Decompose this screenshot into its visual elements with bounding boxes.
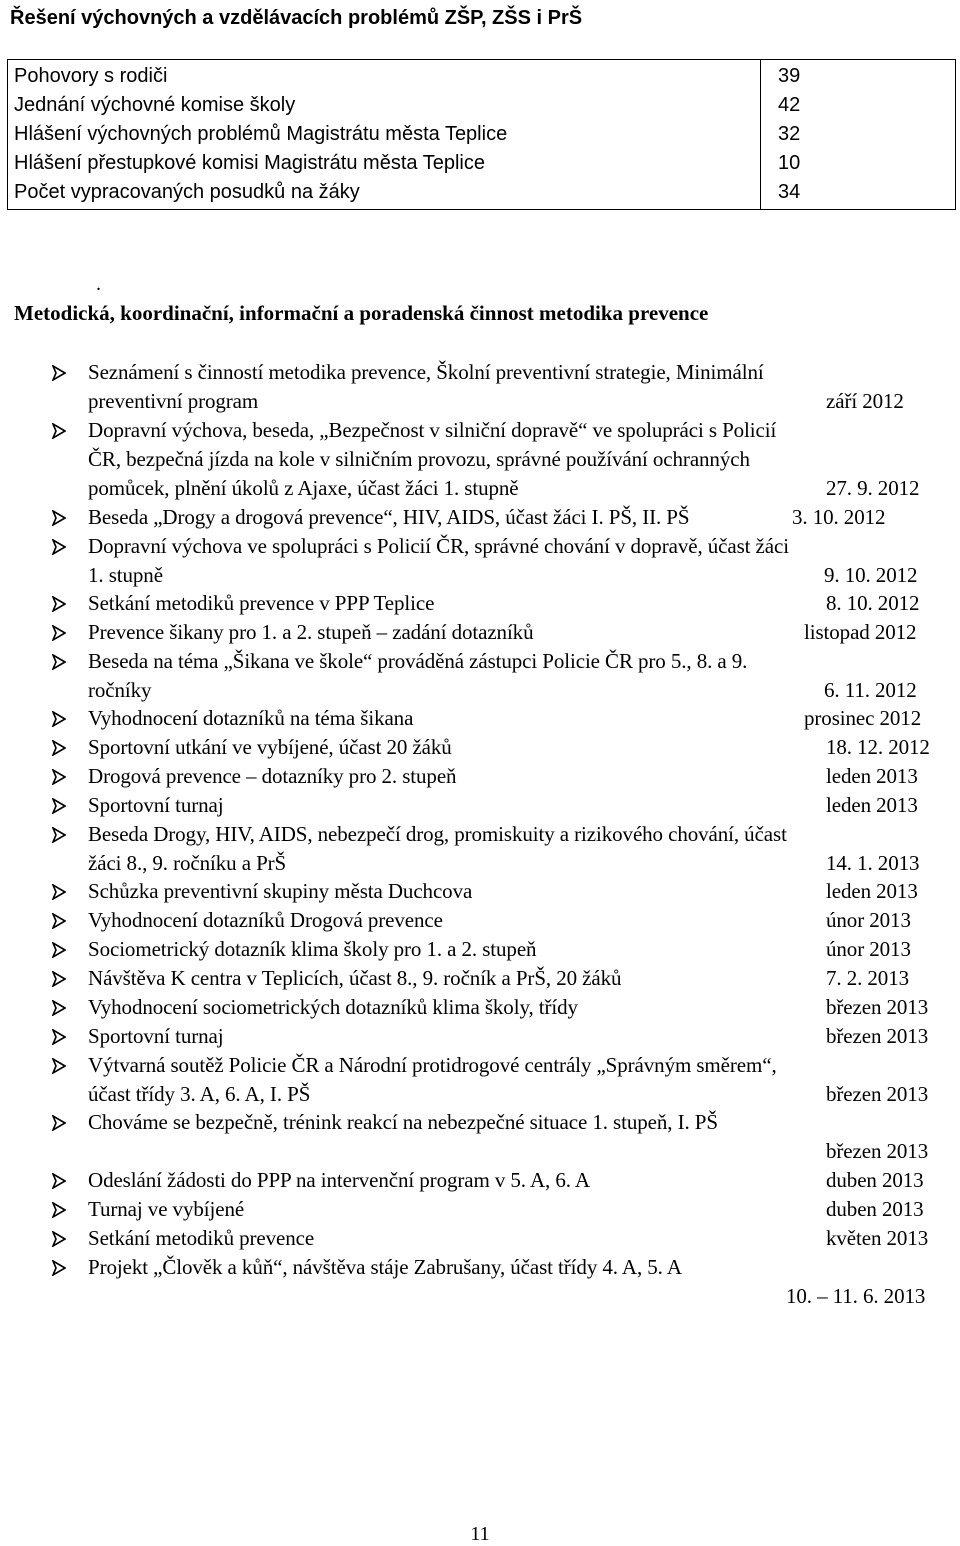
activity-date: září 2012 <box>826 389 904 413</box>
activity-text: pomůcek, plnění úkolů z Ajaxe, účast žáci 1. stupně <box>88 476 519 500</box>
activity-date: únor 2013 <box>826 937 911 961</box>
activity-text: Beseda na téma „Šikana ve škole“ prováděná zástupci Policie ČR pro 5., 8. a 9. <box>88 649 748 673</box>
table-cell-label: Pohovory s rodiči <box>8 60 761 92</box>
activity-text: Projekt „Člověk a kůň“, návštěva stáje Zabrušany, účast třídy 4. A, 5. A <box>88 1255 682 1279</box>
section-title: Metodická, koordinační, informační a poradenská činnost metodika prevence <box>14 301 709 325</box>
activity-text: Prevence šikany pro 1. a 2. stupeň – zadání dotazníků <box>88 620 534 644</box>
arrowhead-bullet-icon <box>52 423 66 439</box>
table-cell-value: 32 <box>778 123 801 145</box>
arrowhead-bullet-icon <box>52 1029 66 1045</box>
arrowhead-bullet-icon <box>52 769 66 785</box>
activity-text: účast třídy 3. A, 6. A, I. PŠ <box>88 1082 311 1106</box>
activity-date: leden 2013 <box>826 793 918 817</box>
activity-date: 7. 2. 2013 <box>826 966 910 990</box>
activity-date: únor 2013 <box>826 908 911 932</box>
table-cell-label: Hlášení výchovných problémů Magistrátu města Teplice <box>8 120 761 149</box>
activity-text: Sociometrický dotazník klima školy pro 1. a 2. stupeň <box>88 937 537 961</box>
activity-text: Výtvarná soutěž Policie ČR a Národní protidrogové centrály „Správným směrem“, <box>88 1053 777 1077</box>
activity-date: březen 2013 <box>826 1139 929 1163</box>
arrowhead-bullet-icon <box>52 740 66 756</box>
activity-text: Odeslání žádosti do PPP na intervenční program v 5. A, 6. A <box>88 1168 590 1192</box>
arrowhead-bullet-icon <box>52 365 66 381</box>
activity-text: Sportovní turnaj <box>88 793 224 817</box>
arrowhead-bullet-icon <box>52 1173 66 1189</box>
activity-text: 1. stupně <box>88 563 163 587</box>
page-heading: Řešení výchovných a vzdělávacích problémů ZŠP, ZŠS i PrŠ <box>10 7 583 29</box>
activity-text: Vyhodnocení dotazníků na téma šikana <box>88 706 414 730</box>
activity-date: listopad 2012 <box>804 620 917 644</box>
activity-text: Vyhodnocení sociometrických dotazníků klima školy, třídy <box>88 995 578 1019</box>
activity-date: 14. 1. 2013 <box>826 851 920 875</box>
activity-date: 3. 10. 2012 <box>792 505 886 529</box>
activity-text: Dopravní výchova, beseda, „Bezpečnost v silniční dopravě“ ve spolupráci s Policií <box>88 418 777 442</box>
table-cell-value: 34 <box>778 181 801 203</box>
arrowhead-bullet-icon <box>52 1000 66 1016</box>
stray-dot: . <box>96 273 101 295</box>
activity-date: 6. 11. 2012 <box>824 678 917 702</box>
activity-date: prosinec 2012 <box>804 706 922 730</box>
arrowhead-bullet-icon <box>52 942 66 958</box>
activity-date: 18. 12. 2012 <box>826 735 930 759</box>
arrowhead-bullet-icon <box>52 827 66 843</box>
activity-text: Návštěva K centra v Teplicích, účast 8., 9. ročník a PrŠ, 20 žáků <box>88 966 622 990</box>
table-cell-value: 39 <box>778 65 801 87</box>
activity-date: březen 2013 <box>826 995 929 1019</box>
arrowhead-bullet-icon <box>52 625 66 641</box>
arrowhead-bullet-icon <box>52 510 66 526</box>
activity-date: květen 2013 <box>826 1226 929 1250</box>
arrowhead-bullet-icon <box>52 1115 66 1131</box>
table-cell-value: 10 <box>778 152 801 174</box>
arrowhead-bullet-icon <box>52 1260 66 1276</box>
arrowhead-bullet-icon <box>52 711 66 727</box>
activity-text: ročníky <box>88 678 152 702</box>
table-cell-value: 42 <box>778 94 801 116</box>
arrowhead-bullet-icon <box>52 1058 66 1074</box>
activity-text: Setkání metodiků prevence <box>88 1226 315 1250</box>
table-cell-label: Počet vypracovaných posudků na žáky <box>8 178 761 210</box>
table-cell-label: Hlášení přestupkové komisi Magistrátu města Teplice <box>8 149 761 178</box>
activity-date: leden 2013 <box>826 879 918 903</box>
activity-date: leden 2013 <box>826 764 918 788</box>
activity-date: duben 2013 <box>826 1197 924 1221</box>
activity-date: březen 2013 <box>826 1024 929 1048</box>
arrowhead-bullet-icon <box>52 884 66 900</box>
arrowhead-bullet-icon <box>52 539 66 555</box>
activity-date: 10. – 11. 6. 2013 <box>786 1284 926 1308</box>
activity-date: 8. 10. 2012 <box>826 591 920 615</box>
activity-date: 27. 9. 2012 <box>826 476 920 500</box>
activity-date: 9. 10. 2012 <box>824 563 918 587</box>
activity-date: březen 2013 <box>826 1082 929 1106</box>
arrowhead-bullet-icon <box>52 1202 66 1218</box>
activity-text: Beseda „Drogy a drogová prevence“, HIV, AIDS, účast žáci I. PŠ, II. PŠ <box>88 505 690 529</box>
activity-text: Drogová prevence – dotazníky pro 2. stupeň <box>88 764 457 788</box>
page-number: 11 <box>470 1523 490 1545</box>
activity-text: Beseda Drogy, HIV, AIDS, nebezpečí drog, promiskuity a rizikového chování, účast <box>88 822 787 846</box>
arrowhead-bullet-icon <box>52 654 66 670</box>
activity-text: Vyhodnocení dotazníků Drogová prevence <box>88 908 443 932</box>
activity-text: Dopravní výchova ve spolupráci s Policií ČR, správné chování v dopravě, účast žáci <box>88 534 789 558</box>
activity-text: Seznámení s činností metodika prevence, Školní preventivní strategie, Minimální <box>88 360 764 384</box>
arrowhead-bullet-icon <box>52 1231 66 1247</box>
activity-text: Sportovní utkání ve vybíjené, účast 20 žáků <box>88 735 452 759</box>
activity-date: duben 2013 <box>826 1168 924 1192</box>
arrowhead-bullet-icon <box>52 798 66 814</box>
activity-text: Chováme se bezpečně, trénink reakcí na nebezpečné situace 1. stupeň, I. PŠ <box>88 1110 718 1134</box>
activity-text: preventivní program <box>88 389 259 413</box>
activity-text: žáci 8., 9. ročníku a PrŠ <box>88 851 287 875</box>
activity-text: Turnaj ve vybíjené <box>88 1197 245 1221</box>
activity-text: Schůzka preventivní skupiny města Duchcova <box>88 879 473 903</box>
arrowhead-bullet-icon <box>52 596 66 612</box>
arrowhead-bullet-icon <box>52 971 66 987</box>
table-cell-label: Jednání výchovné komise školy <box>8 91 761 120</box>
arrowhead-bullet-icon <box>52 913 66 929</box>
activity-text: Setkání metodiků prevence v PPP Teplice <box>88 591 435 615</box>
activity-text: Sportovní turnaj <box>88 1024 224 1048</box>
activity-text: ČR, bezpečná jízda na kole v silničním provozu, správné používání ochranných <box>88 447 750 471</box>
